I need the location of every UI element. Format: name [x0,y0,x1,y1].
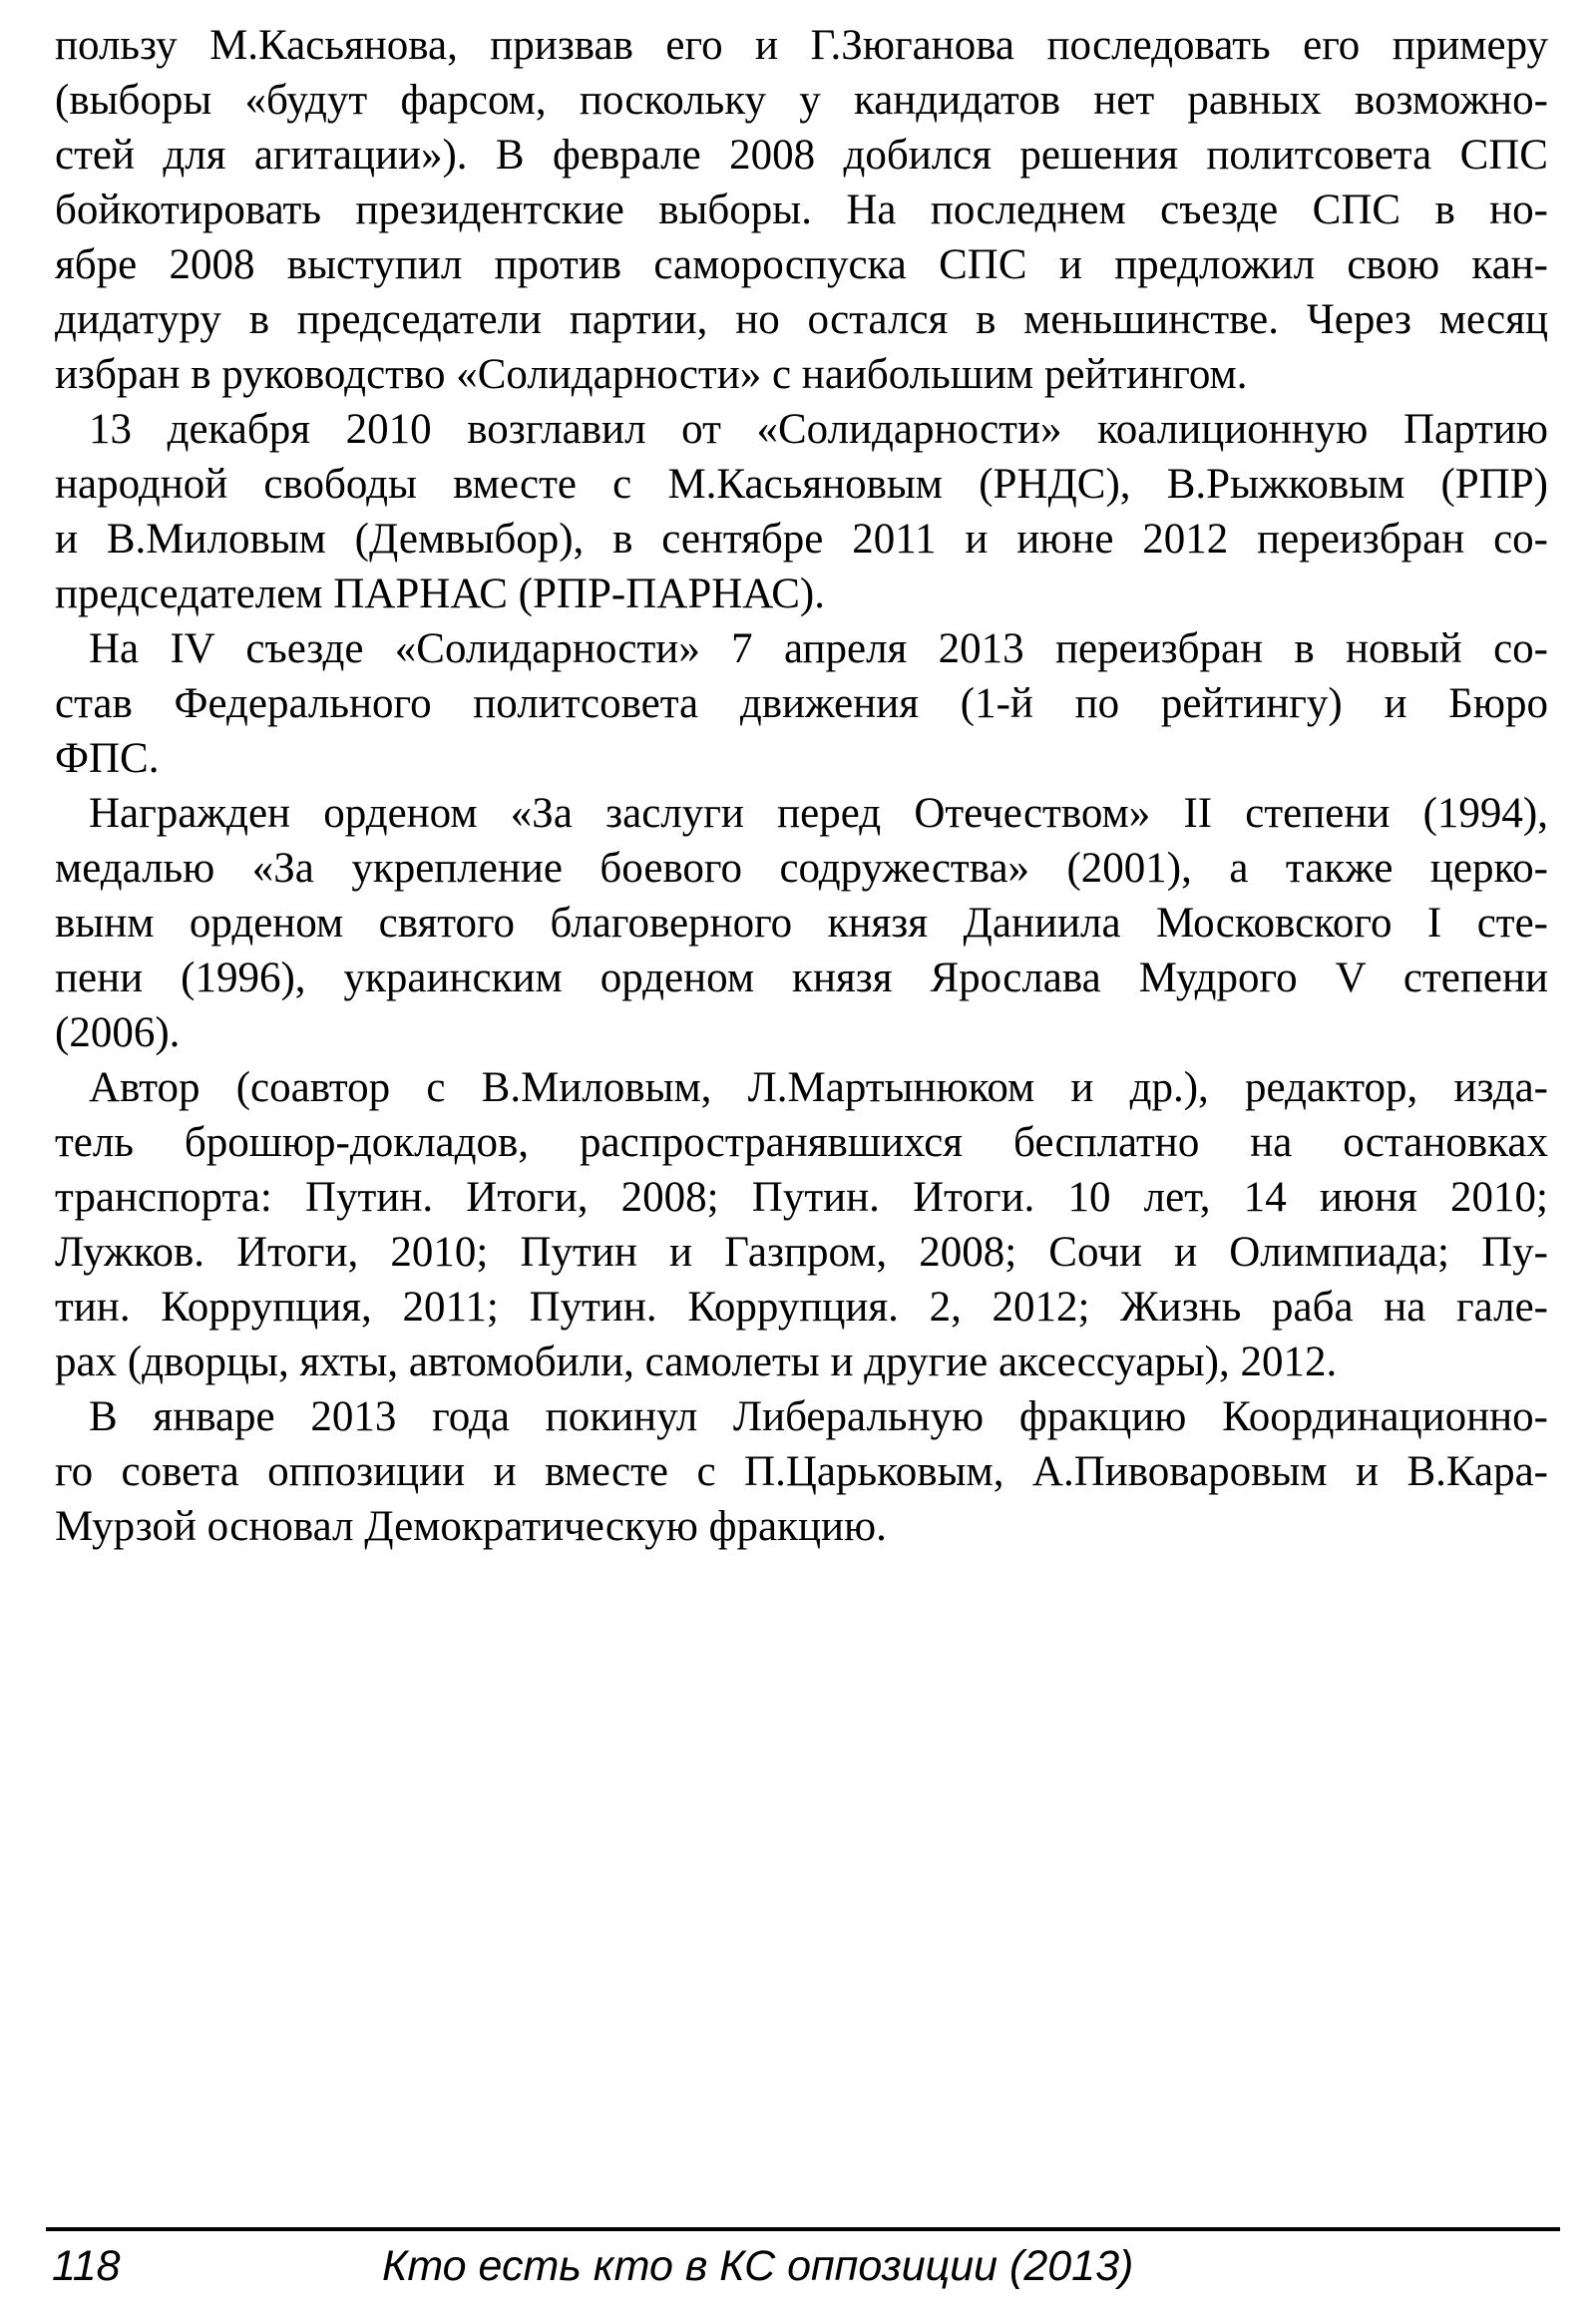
text-line: медалью «За укрепление боевого содружества» (2001), а также церко- [55,845,1548,892]
running-footer-title: Кто есть кто в КС оппозиции (2013) [382,2242,1134,2290]
paragraph [55,621,1548,786]
text-line: ФПС. [55,735,160,782]
paragraph [55,1389,1548,1554]
text-line: тель брошюр-докладов, распространявшихся бесплатно на остановках [55,1119,1548,1166]
text-line: ябре 2008 выступил против самороспуска СПС и предложил свою кан- [55,241,1548,288]
text-line: пользу М.Касьянова, призвав его и Г.Зюганова последовать его примеру [55,22,1548,69]
text-line: Награжден орденом «За заслуги перед Отечеством» II степени (1994), [89,790,1548,837]
text-line: рах (дворцы, яхты, автомобили, самолеты и другие аксессуары), 2012. [55,1339,1338,1385]
text-line: Автор (соавтор с В.Миловым, Л.Мартынюком и др.), редактор, изда- [89,1064,1548,1111]
text-line: (выборы «будут фарсом, поскольку у кандидатов нет равных возможно- [55,77,1548,124]
text-line: (2006). [55,1009,181,1056]
text-line: председателем ПАРНАС (РПР-ПАРНАС). [55,571,825,617]
text-line: Мурзой основал Демократическую фракцию. [55,1503,887,1550]
text-line: бойкотировать президентские выборы. На последнем съезде СПС в но- [55,187,1548,233]
text-line: вынм орденом святого благоверного князя Даниила Московского I сте- [55,900,1548,947]
text-line: тин. Коррупция, 2011; Путин. Коррупция. 2, 2012; Жизнь раба на гале- [55,1284,1548,1331]
text-line: стей для агитации»). В феврале 2008 добился решения политсовета СПС [55,132,1548,179]
text-line: дидатуру в председатели партии, но остался в меньшинстве. Через месяц [55,296,1548,343]
text-line: транспорта: Путин. Итоги, 2008; Путин. Итоги. 10 лет, 14 июня 2010; [55,1174,1548,1221]
text-line: Лужков. Итоги, 2010; Путин и Газпром, 2008; Сочи и Олимпиада; Пу- [55,1229,1548,1276]
paragraph [55,1060,1548,1389]
text-line: 13 декабря 2010 возглавил от «Солидарности» коалиционную Партию [89,406,1548,453]
page-number: 118 [52,2242,121,2290]
text-line: народной свободы вместе с М.Касьяновым (РНДС), В.Рыжковым (РПР) [55,461,1548,508]
text-line: го совета оппозиции и вместе с П.Царьковым, А.Пивоваровым и В.Кара- [55,1448,1548,1495]
paragraph [55,402,1548,621]
text-line: избран в руководство «Солидарности» с наибольшим рейтингом. [55,351,1248,398]
text-line: и В.Миловым (Демвыбор), в сентябре 2011 и июне 2012 переизбран со- [55,516,1548,563]
text-line: На IV съезде «Солидарности» 7 апреля 2013 переизбран в новый со- [89,625,1548,672]
text-line: став Федерального политсовета движения (1-й по рейтингу) и Бюро [55,680,1548,727]
text-line: пени (1996), украинским орденом князя Ярослава Мудрого V степени [55,955,1548,1001]
body-text [55,18,1548,1554]
footer-rule [46,2227,1560,2231]
text-line: В январе 2013 года покинул Либеральную фракцию Координационно- [89,1393,1548,1440]
paragraph [55,18,1548,402]
paragraph [55,786,1548,1060]
